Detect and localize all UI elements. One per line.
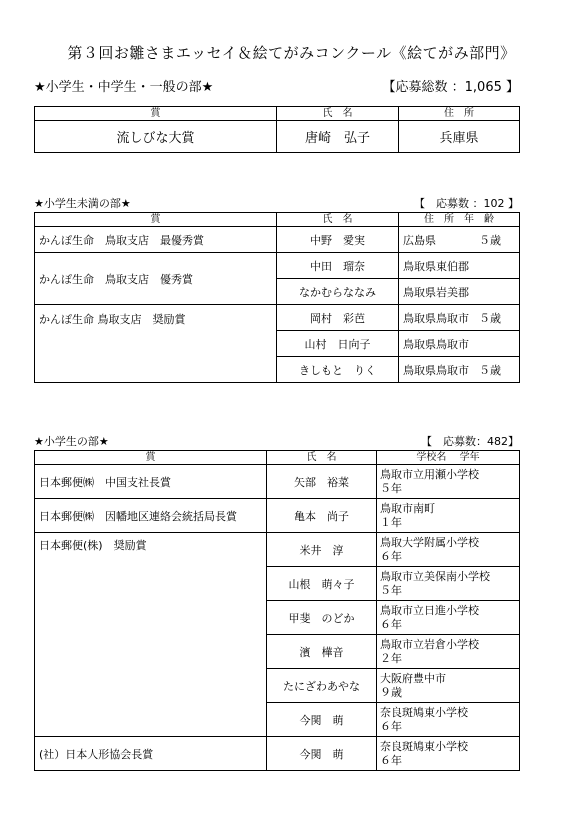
school-cell bbox=[377, 499, 520, 533]
school-text: 鳥取市立日進小学校 bbox=[380, 603, 479, 617]
address-text: 鳥取県鳥取市 bbox=[403, 337, 469, 351]
name-cell: 山村 日向子 bbox=[277, 331, 399, 357]
school-text: 鳥取市立用瀬小学校 bbox=[380, 467, 479, 481]
address-text: 鳥取県岩美郡 bbox=[403, 285, 469, 299]
section-heading: ★小学生未満の部★ bbox=[34, 197, 131, 210]
age-text: ５歳 bbox=[479, 363, 501, 377]
name-cell: 亀本 尚子 bbox=[267, 499, 377, 533]
school-text: 鳥取大学附属小学校 bbox=[380, 535, 479, 549]
address-text: 鳥取県東伯郡 bbox=[403, 259, 469, 273]
header-name: 氏 名 bbox=[277, 107, 399, 121]
school-cell bbox=[377, 737, 520, 771]
award-cell: かんぽ生命 鳥取支店 奨励賞 bbox=[35, 305, 277, 383]
table-row bbox=[35, 227, 520, 253]
results-table bbox=[34, 212, 520, 383]
header-name: 氏 名 bbox=[267, 451, 377, 465]
address-text: 鳥取県鳥取市 bbox=[403, 363, 469, 377]
school-text: 鳥取市立岩倉小学校 bbox=[380, 637, 479, 651]
section-heading: ★小学生・中学生・一般の部★ bbox=[34, 80, 214, 95]
header-name: 氏 名 bbox=[277, 213, 399, 227]
name-cell: 岡村 彩芭 bbox=[277, 305, 399, 331]
header-award: 賞 bbox=[35, 213, 277, 227]
address-cell bbox=[399, 279, 520, 305]
school-text: 大阪府豊中市 bbox=[380, 671, 446, 685]
school-cell bbox=[377, 601, 520, 635]
name-cell: 中田 瑠奈 bbox=[277, 253, 399, 279]
name-cell: 山根 萌々子 bbox=[267, 567, 377, 601]
results-table bbox=[34, 106, 520, 153]
grade-text: ５年 bbox=[380, 583, 402, 597]
entry-count: 【 応募数 ：102 】 bbox=[414, 197, 519, 210]
school-cell bbox=[377, 465, 520, 499]
entry-count: 【応募総数 ：1,065 】 bbox=[382, 80, 519, 95]
header-address-age: 住 所 年 齢 bbox=[399, 213, 520, 227]
school-text: 奈良斑鳩東小学校 bbox=[380, 739, 468, 753]
grade-text: ６年 bbox=[380, 549, 402, 563]
name-cell: 米井 淳 bbox=[267, 533, 377, 567]
name-cell: 唐崎 弘子 bbox=[277, 121, 399, 153]
address-cell bbox=[399, 331, 520, 357]
header-award: 賞 bbox=[35, 451, 267, 465]
grade-text: ６年 bbox=[380, 719, 402, 733]
table-row bbox=[35, 121, 520, 153]
address-cell bbox=[399, 253, 520, 279]
table-row bbox=[35, 253, 520, 279]
grade-text: １年 bbox=[380, 515, 402, 529]
results-table bbox=[34, 450, 520, 771]
school-cell bbox=[377, 669, 520, 703]
section-general bbox=[34, 80, 519, 153]
grade-text: ５年 bbox=[380, 481, 402, 495]
school-cell bbox=[377, 703, 520, 737]
name-cell: 矢部 裕菜 bbox=[267, 465, 377, 499]
name-cell: たにざわあやな bbox=[267, 669, 377, 703]
age-text: ５歳 bbox=[479, 311, 501, 325]
table-row bbox=[35, 533, 520, 567]
address-cell: 兵庫県 bbox=[399, 121, 520, 153]
table-row bbox=[35, 737, 520, 771]
section-elementary bbox=[34, 434, 519, 771]
award-cell: 日本郵便(株) 奨励賞 bbox=[35, 533, 267, 737]
grade-text: ６年 bbox=[380, 617, 402, 631]
school-cell bbox=[377, 533, 520, 567]
age-text: ５歳 bbox=[479, 233, 501, 247]
address-cell bbox=[399, 357, 520, 383]
name-cell: 今関 萌 bbox=[267, 703, 377, 737]
name-cell: なかむらななみ bbox=[277, 279, 399, 305]
award-cell: かんぽ生命 鳥取支店 最優秀賞 bbox=[35, 227, 277, 253]
section-heading: ★小学生の部★ bbox=[34, 435, 109, 448]
table-row bbox=[35, 499, 520, 533]
school-cell bbox=[377, 635, 520, 669]
address-text: 広島県 bbox=[403, 233, 436, 247]
page-title: 第３回お雛さまエッセイ＆絵てがみコンクール《絵てがみ部門》 bbox=[67, 44, 516, 62]
name-cell: 濱 樺音 bbox=[267, 635, 377, 669]
section-preschool bbox=[34, 196, 519, 383]
award-cell: 日本郵便㈱ 因幡地区連絡会統括局長賞 bbox=[35, 499, 267, 533]
table-row bbox=[35, 465, 520, 499]
name-cell: 中野 愛実 bbox=[277, 227, 399, 253]
name-cell: 甲斐 のどか bbox=[267, 601, 377, 635]
school-text: 奈良斑鳩東小学校 bbox=[380, 705, 468, 719]
grade-text: ６年 bbox=[380, 753, 402, 767]
name-cell: 今関 萌 bbox=[267, 737, 377, 771]
award-cell: かんぽ生命 鳥取支店 優秀賞 bbox=[35, 253, 277, 305]
table-row bbox=[35, 305, 520, 331]
address-text: 鳥取県鳥取市 bbox=[403, 311, 469, 325]
address-cell bbox=[399, 305, 520, 331]
header-address: 住 所 bbox=[399, 107, 520, 121]
grade-text: ９歳 bbox=[380, 685, 402, 699]
award-cell: 日本郵便㈱ 中国支社長賞 bbox=[35, 465, 267, 499]
school-cell bbox=[377, 567, 520, 601]
address-cell bbox=[399, 227, 520, 253]
header-award: 賞 bbox=[35, 107, 277, 121]
entry-count: 【 応募数：482】 bbox=[421, 435, 519, 448]
award-cell: 流しびな大賞 bbox=[35, 121, 277, 153]
award-cell: (社）日本人形協会長賞 bbox=[35, 737, 267, 771]
header-school-grade: 学校名 学年 bbox=[377, 451, 520, 465]
school-text: 鳥取市南町 bbox=[380, 501, 435, 515]
name-cell: きしもと りく bbox=[277, 357, 399, 383]
grade-text: ２年 bbox=[380, 651, 402, 665]
school-text: 鳥取市立美保南小学校 bbox=[380, 569, 490, 583]
